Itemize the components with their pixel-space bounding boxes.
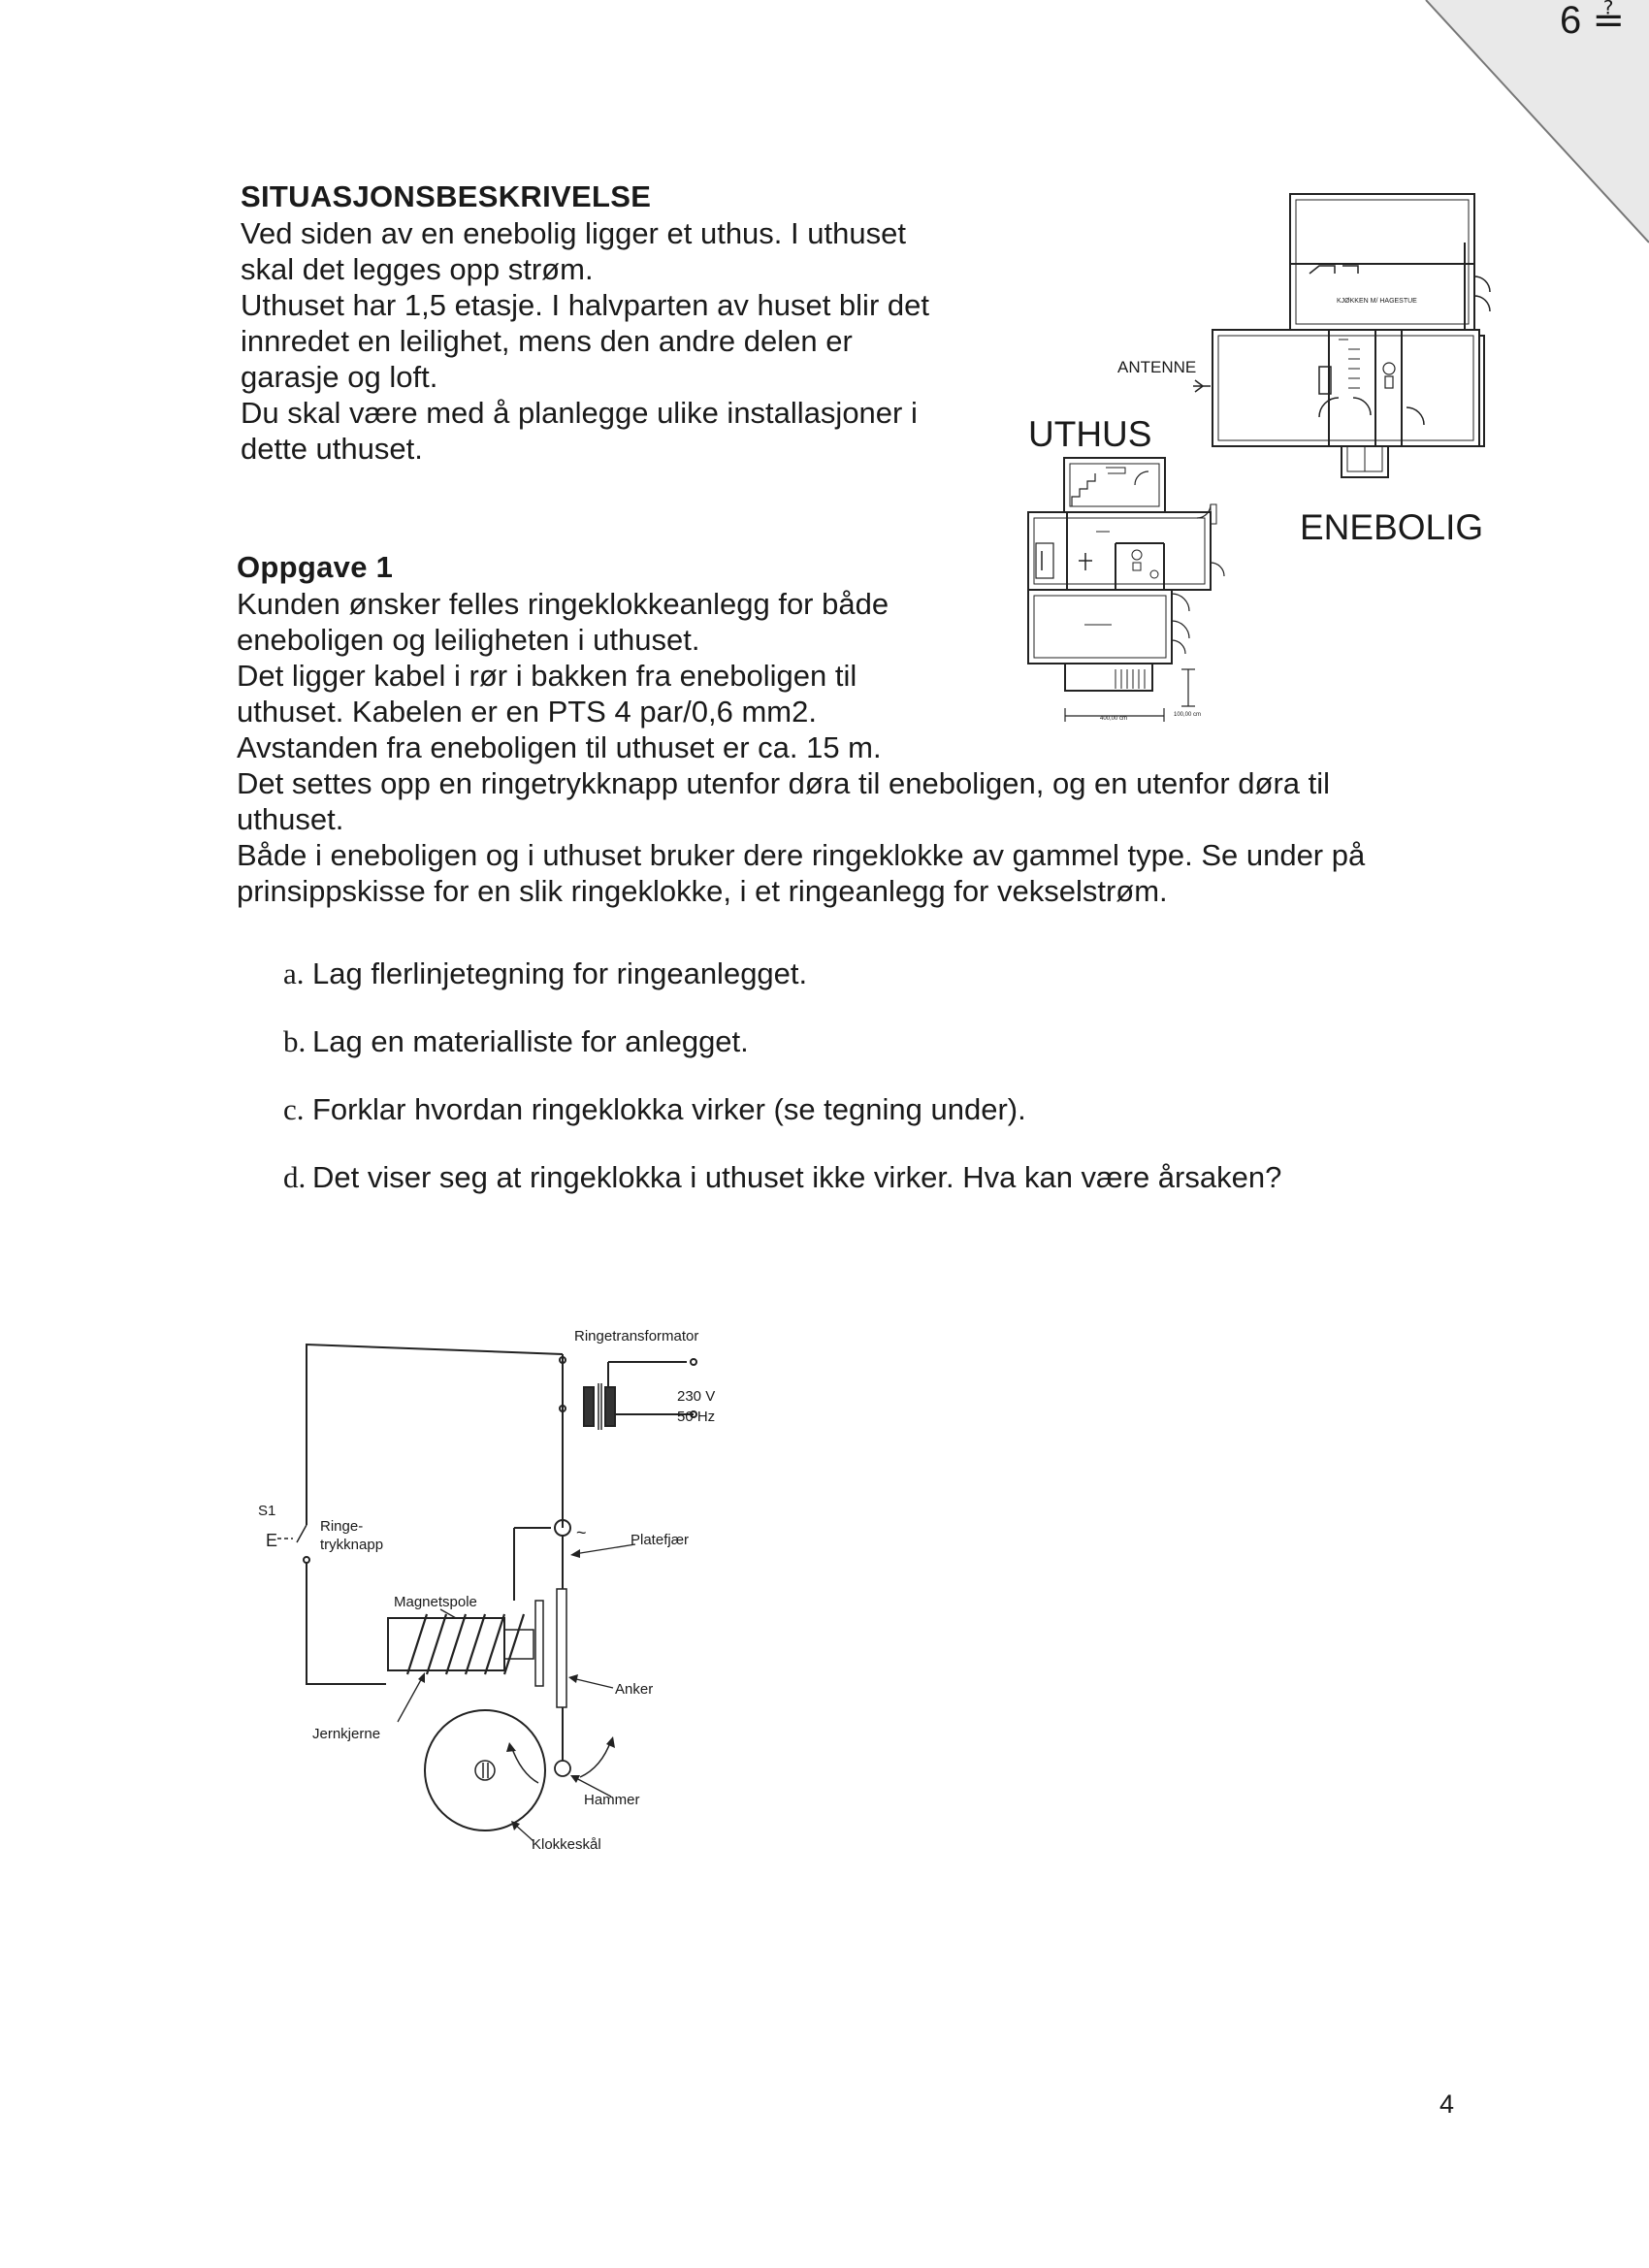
page-number: 4 <box>1439 2090 1455 2119</box>
magnet-coil <box>388 1601 543 1686</box>
intro-line: dette uthuset. <box>241 432 423 466</box>
subtask-item <box>283 1158 1447 1197</box>
intro-line: Uthuset har 1,5 etasje. I halvparten av huset blir det <box>241 288 929 322</box>
voltage-label: 230 V <box>677 1388 716 1405</box>
subtask-list <box>283 955 1447 1226</box>
intro-line: garasje og loft. <box>241 360 438 394</box>
intro-line: Ved siden av en enebolig ligger et uthus. I uthuset <box>241 216 906 250</box>
bell-cup <box>425 1710 545 1831</box>
task-line: uthuset. Kabelen er en PTS 4 par/0,6 mm2. <box>237 695 817 729</box>
pushbutton-label: Ringe- <box>320 1518 364 1535</box>
subtask-mark: b. <box>283 1024 307 1058</box>
pushbutton-label: trykknapp <box>320 1537 384 1553</box>
task-title: Oppgave 1 <box>237 550 394 584</box>
intro-line: skal det legges opp strøm. <box>241 252 594 286</box>
subtask-text: Det viser seg at ringeklokka i uthuset ikke virker. Hva kan være årsaken? <box>312 1160 1282 1194</box>
task-line: uthuset. <box>237 802 344 836</box>
hammer-label: Hammer <box>584 1792 640 1808</box>
frequency-label: 50 Hz <box>677 1409 716 1425</box>
subtask-mark: a. <box>283 956 305 990</box>
subtask-text: Lag flerlinjetegning for ringeanlegget. <box>312 956 808 990</box>
task-line: Det ligger kabel i rør i bakken fra eneboligen til <box>237 659 857 693</box>
situation-title: SITUASJONSBESKRIVELSE <box>241 179 652 213</box>
spring-label: Platefjær <box>630 1532 690 1548</box>
armature-label: Anker <box>615 1681 654 1698</box>
subtask-item <box>283 955 1447 993</box>
transformer-label: Ringetransformator <box>574 1328 699 1345</box>
task-line: Kunden ønsker felles ringeklokkeanlegg for både <box>237 587 889 621</box>
switch-symbol: E <box>266 1531 278 1550</box>
intro-line: Du skal være med å planlegge ulike installasjoner i <box>241 396 918 430</box>
circuit-wiring <box>307 1345 696 1684</box>
task-line: eneboligen og leiligheten i uthuset. <box>237 623 700 657</box>
uthus-label: UTHUS <box>1028 414 1152 454</box>
subtask-item <box>283 1022 1447 1061</box>
task-line: Avstanden fra eneboligen til uthuset er ca. 15 m. <box>237 730 882 764</box>
antenna-label: ANTENNE <box>1117 358 1197 376</box>
task-line: prinsippskisse for en slik ringeklokke, i et ringeanlegg for vekselstrøm. <box>237 874 1168 908</box>
task-line: Det settes opp en ringetrykknapp utenfor døra til eneboligen, og en utenfor døra til <box>237 766 1331 800</box>
task-1-section <box>237 549 1478 909</box>
dimension-width: 400,00 cm <box>1100 716 1128 722</box>
core-label: Jernkjerne <box>312 1726 381 1742</box>
push-button-switch <box>277 1525 309 1563</box>
room-label: KJØKKEN M/ HAGESTUE <box>1337 298 1417 305</box>
subtask-text: Forklar hvordan ringeklokka virker (se tegning under). <box>312 1092 1026 1126</box>
task-line: Både i eneboligen og i uthuset bruker dere ringeklokke av gammel type. Se under på <box>237 838 1366 872</box>
enebolig-label: ENEBOLIG <box>1300 507 1484 547</box>
switch-id: S1 <box>258 1503 276 1519</box>
coil-label: Magnetspole <box>394 1594 477 1610</box>
subtask-mark: c. <box>283 1092 305 1126</box>
subtask-item <box>283 1090 1447 1129</box>
bell-hammer <box>506 1707 615 1783</box>
subtask-mark: d. <box>283 1160 307 1194</box>
corner-mark: 6 ≟ <box>1560 0 1625 42</box>
ac-symbol: ~ <box>576 1523 587 1542</box>
subtask-text: Lag en materialliste for anlegget. <box>312 1024 749 1058</box>
intro-line: innredet en leilighet, mens den andre delen er <box>241 324 853 358</box>
situation-section <box>241 178 1017 467</box>
bell-label: Klokkeskål <box>532 1836 601 1853</box>
dimension-height: 100,00 cm <box>1174 712 1202 718</box>
ring-transformer <box>584 1383 615 1430</box>
